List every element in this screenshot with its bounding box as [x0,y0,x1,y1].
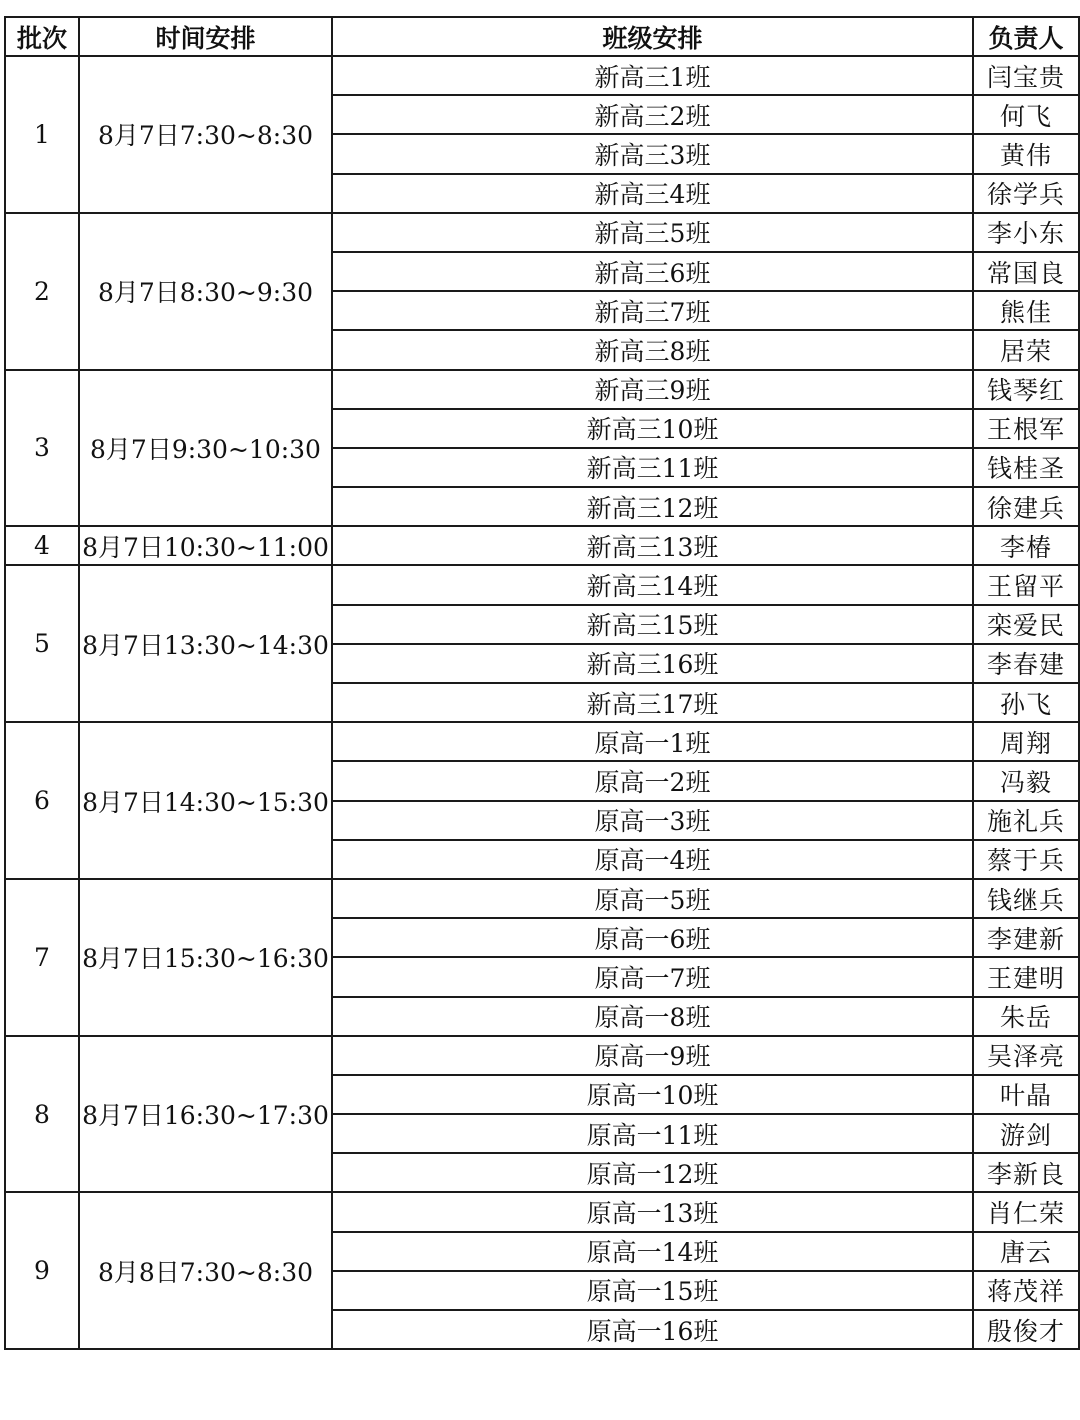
class-name: 原高一5班 [332,879,973,918]
person-in-charge: 钱琴红 [973,370,1079,409]
person-in-charge: 孙飞 [973,683,1079,722]
batch-time: 8月7日13:30~14:30 [79,565,332,722]
table-row [5,722,1079,761]
class-name: 新高三3班 [332,134,973,173]
header-batch: 批次 [5,17,79,56]
class-name: 新高三17班 [332,683,973,722]
schedule-body [5,56,1079,1349]
person-in-charge: 叶晶 [973,1075,1079,1114]
schedule-table [4,16,1080,1350]
class-name: 新高三9班 [332,370,973,409]
class-name: 原高一13班 [332,1192,973,1231]
person-in-charge: 唐云 [973,1232,1079,1271]
person-in-charge: 朱岳 [973,997,1079,1036]
class-name: 原高一1班 [332,722,973,761]
batch-number: 7 [5,879,79,1036]
person-in-charge: 钱继兵 [973,879,1079,918]
table-row [5,213,1079,252]
class-name: 新高三8班 [332,330,973,369]
class-name: 新高三5班 [332,213,973,252]
person-in-charge: 肖仁荣 [973,1192,1079,1231]
person-in-charge: 李建新 [973,918,1079,957]
person-in-charge: 王根军 [973,409,1079,448]
person-in-charge: 徐学兵 [973,174,1079,213]
class-name: 新高三13班 [332,526,973,565]
person-in-charge: 钱桂圣 [973,448,1079,487]
person-in-charge: 游剑 [973,1114,1079,1153]
table-row [5,56,1079,95]
table-row [5,879,1079,918]
person-in-charge: 王建明 [973,957,1079,996]
batch-number: 2 [5,213,79,370]
class-name: 新高三12班 [332,487,973,526]
person-in-charge: 徐建兵 [973,487,1079,526]
batch-number: 1 [5,56,79,213]
person-in-charge: 蔡于兵 [973,840,1079,879]
table-row [5,1192,1079,1231]
person-in-charge: 常国良 [973,252,1079,291]
class-name: 新高三4班 [332,174,973,213]
class-name: 新高三14班 [332,565,973,604]
class-name: 原高一6班 [332,918,973,957]
batch-time: 8月7日15:30~16:30 [79,879,332,1036]
batch-time: 8月7日14:30~15:30 [79,722,332,879]
person-in-charge: 王留平 [973,565,1079,604]
class-name: 新高三15班 [332,605,973,644]
batch-number: 4 [5,526,79,565]
batch-time: 8月7日7:30~8:30 [79,56,332,213]
batch-number: 3 [5,370,79,527]
class-name: 原高一10班 [332,1075,973,1114]
batch-time: 8月7日9:30~10:30 [79,370,332,527]
class-name: 原高一2班 [332,761,973,800]
person-in-charge: 栾爱民 [973,605,1079,644]
person-in-charge: 殷俊才 [973,1310,1079,1349]
class-name: 原高一12班 [332,1153,973,1192]
class-name: 新高三10班 [332,409,973,448]
person-in-charge: 闫宝贵 [973,56,1079,95]
class-name: 原高一8班 [332,997,973,1036]
class-name: 原高一7班 [332,957,973,996]
class-name: 新高三16班 [332,644,973,683]
class-name: 新高三11班 [332,448,973,487]
class-name: 原高一4班 [332,840,973,879]
batch-number: 9 [5,1192,79,1349]
person-in-charge: 熊佳 [973,291,1079,330]
header-row [5,17,1079,56]
class-name: 新高三2班 [332,95,973,134]
batch-number: 8 [5,1036,79,1193]
header-time: 时间安排 [79,17,332,56]
person-in-charge: 施礼兵 [973,801,1079,840]
batch-time: 8月7日8:30~9:30 [79,213,332,370]
person-in-charge: 周翔 [973,722,1079,761]
header-class: 班级安排 [332,17,973,56]
person-in-charge: 黄伟 [973,134,1079,173]
batch-number: 6 [5,722,79,879]
table-row [5,526,1079,565]
class-name: 新高三1班 [332,56,973,95]
person-in-charge: 李春建 [973,644,1079,683]
person-in-charge: 蒋茂祥 [973,1271,1079,1310]
class-name: 原高一9班 [332,1036,973,1075]
batch-time: 8月7日10:30~11:00 [79,526,332,565]
batch-time: 8月8日7:30~8:30 [79,1192,332,1349]
class-name: 原高一15班 [332,1271,973,1310]
header-person: 负责人 [973,17,1079,56]
class-name: 原高一3班 [332,801,973,840]
class-name: 原高一11班 [332,1114,973,1153]
batch-number: 5 [5,565,79,722]
person-in-charge: 冯毅 [973,761,1079,800]
table-row [5,565,1079,604]
class-name: 原高一16班 [332,1310,973,1349]
person-in-charge: 李小东 [973,213,1079,252]
person-in-charge: 何飞 [973,95,1079,134]
person-in-charge: 李新良 [973,1153,1079,1192]
class-name: 新高三6班 [332,252,973,291]
class-name: 原高一14班 [332,1232,973,1271]
table-row [5,370,1079,409]
class-name: 新高三7班 [332,291,973,330]
batch-time: 8月7日16:30~17:30 [79,1036,332,1193]
person-in-charge: 吴泽亮 [973,1036,1079,1075]
person-in-charge: 李椿 [973,526,1079,565]
table-row [5,1036,1079,1075]
person-in-charge: 居荣 [973,330,1079,369]
